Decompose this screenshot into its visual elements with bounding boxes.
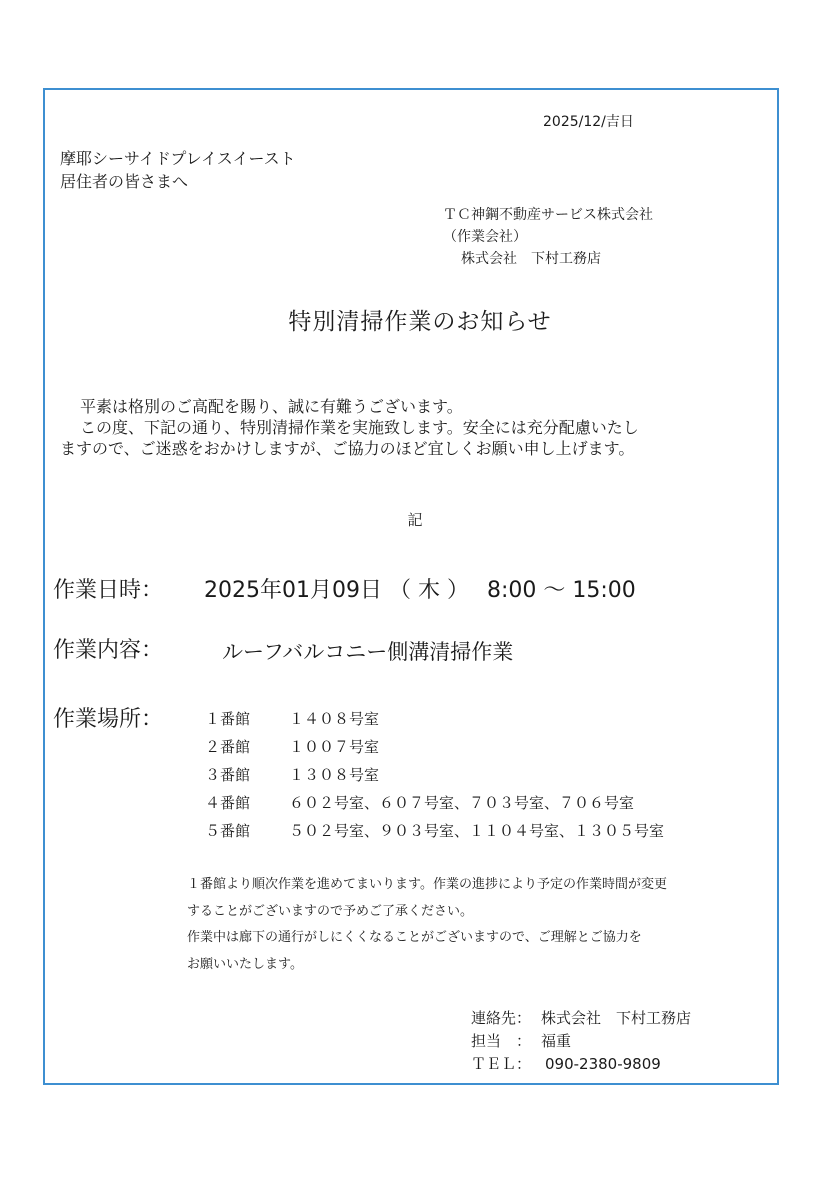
contact-person: 福重 <box>541 1032 572 1050</box>
contact-block <box>471 1007 691 1076</box>
note-line: 作業中は廊下の通行がしにくくなることがございますので、ご理解とご協力を <box>187 930 642 945</box>
contact-company: 株式会社 下村工務店 <box>541 1009 692 1027</box>
sender-company: ＴＣ神鋼不動産サービス株式会社 <box>443 207 653 223</box>
room-list: １００７号室 <box>289 738 380 756</box>
intro-line: ますので、ご迷惑をおかけしますが、ご協力のほど宜しくお願い申し上げます。 <box>60 439 635 458</box>
contact-label: 連絡先： <box>471 1009 532 1027</box>
addressee-building: 摩耶シーサイドプレイスイースト <box>60 149 296 168</box>
intro-line: 平素は格別のご高配を賜り、誠に有難うございます。 <box>80 397 463 416</box>
place-label: 作業場所： <box>53 707 164 732</box>
issue-date: 2025/12/吉日 <box>543 114 634 130</box>
building-name: １番館 <box>205 710 251 728</box>
building-name: ２番館 <box>205 738 251 756</box>
contractor-name: 株式会社 下村工務店 <box>461 251 601 267</box>
content-label: 作業内容： <box>53 638 164 663</box>
ki-heading: 記 <box>407 511 423 529</box>
contractor-label: （作業会社） <box>443 229 527 245</box>
notice-title: 特別清掃作業のお知らせ <box>288 309 552 335</box>
datetime-value: 2025年01月09日 （ 木 ） 8:00 ～ 15:00 <box>204 578 636 603</box>
tel-number: 090-2380-9809 <box>545 1055 661 1073</box>
list-item <box>205 761 664 789</box>
list-item <box>205 733 664 761</box>
place-list <box>205 705 664 845</box>
sender-block <box>443 204 653 270</box>
note-line: することがございますので予めご了承ください。 <box>187 903 474 919</box>
room-list: １４０８号室 <box>289 710 380 728</box>
building-name: ４番館 <box>205 794 251 812</box>
addressee <box>60 147 296 193</box>
tel-label: ＴＥＬ： <box>471 1055 532 1073</box>
list-item <box>205 817 664 845</box>
notes-paragraph <box>187 872 667 978</box>
room-list: １３０８号室 <box>289 766 380 784</box>
content-value: ルーフバルコニー側溝清掃作業 <box>222 640 514 664</box>
list-item <box>205 705 664 733</box>
note-line: １番館より順次作業を進めてまいります。作業の進捗により予定の作業時間が変更 <box>187 877 667 892</box>
intro-line: この度、下記の通り、特別清掃作業を実施致します。安全には充分配慮いたし <box>80 418 639 437</box>
datetime-label: 作業日時： <box>53 578 164 603</box>
addressee-residents: 居住者の皆さまへ <box>60 172 189 191</box>
room-list: ６０２号室、６０７号室、７０３号室、７０６号室 <box>289 794 635 812</box>
person-label: 担当 ： <box>471 1032 532 1050</box>
room-list: ５０２号室、９０３号室、１１０４号室、１３０５号室 <box>289 822 665 840</box>
building-name: ３番館 <box>205 766 251 784</box>
intro-paragraph <box>60 396 639 459</box>
building-name: ５番館 <box>205 822 251 840</box>
list-item <box>205 789 664 817</box>
note-line: お願いいたします。 <box>187 956 303 972</box>
